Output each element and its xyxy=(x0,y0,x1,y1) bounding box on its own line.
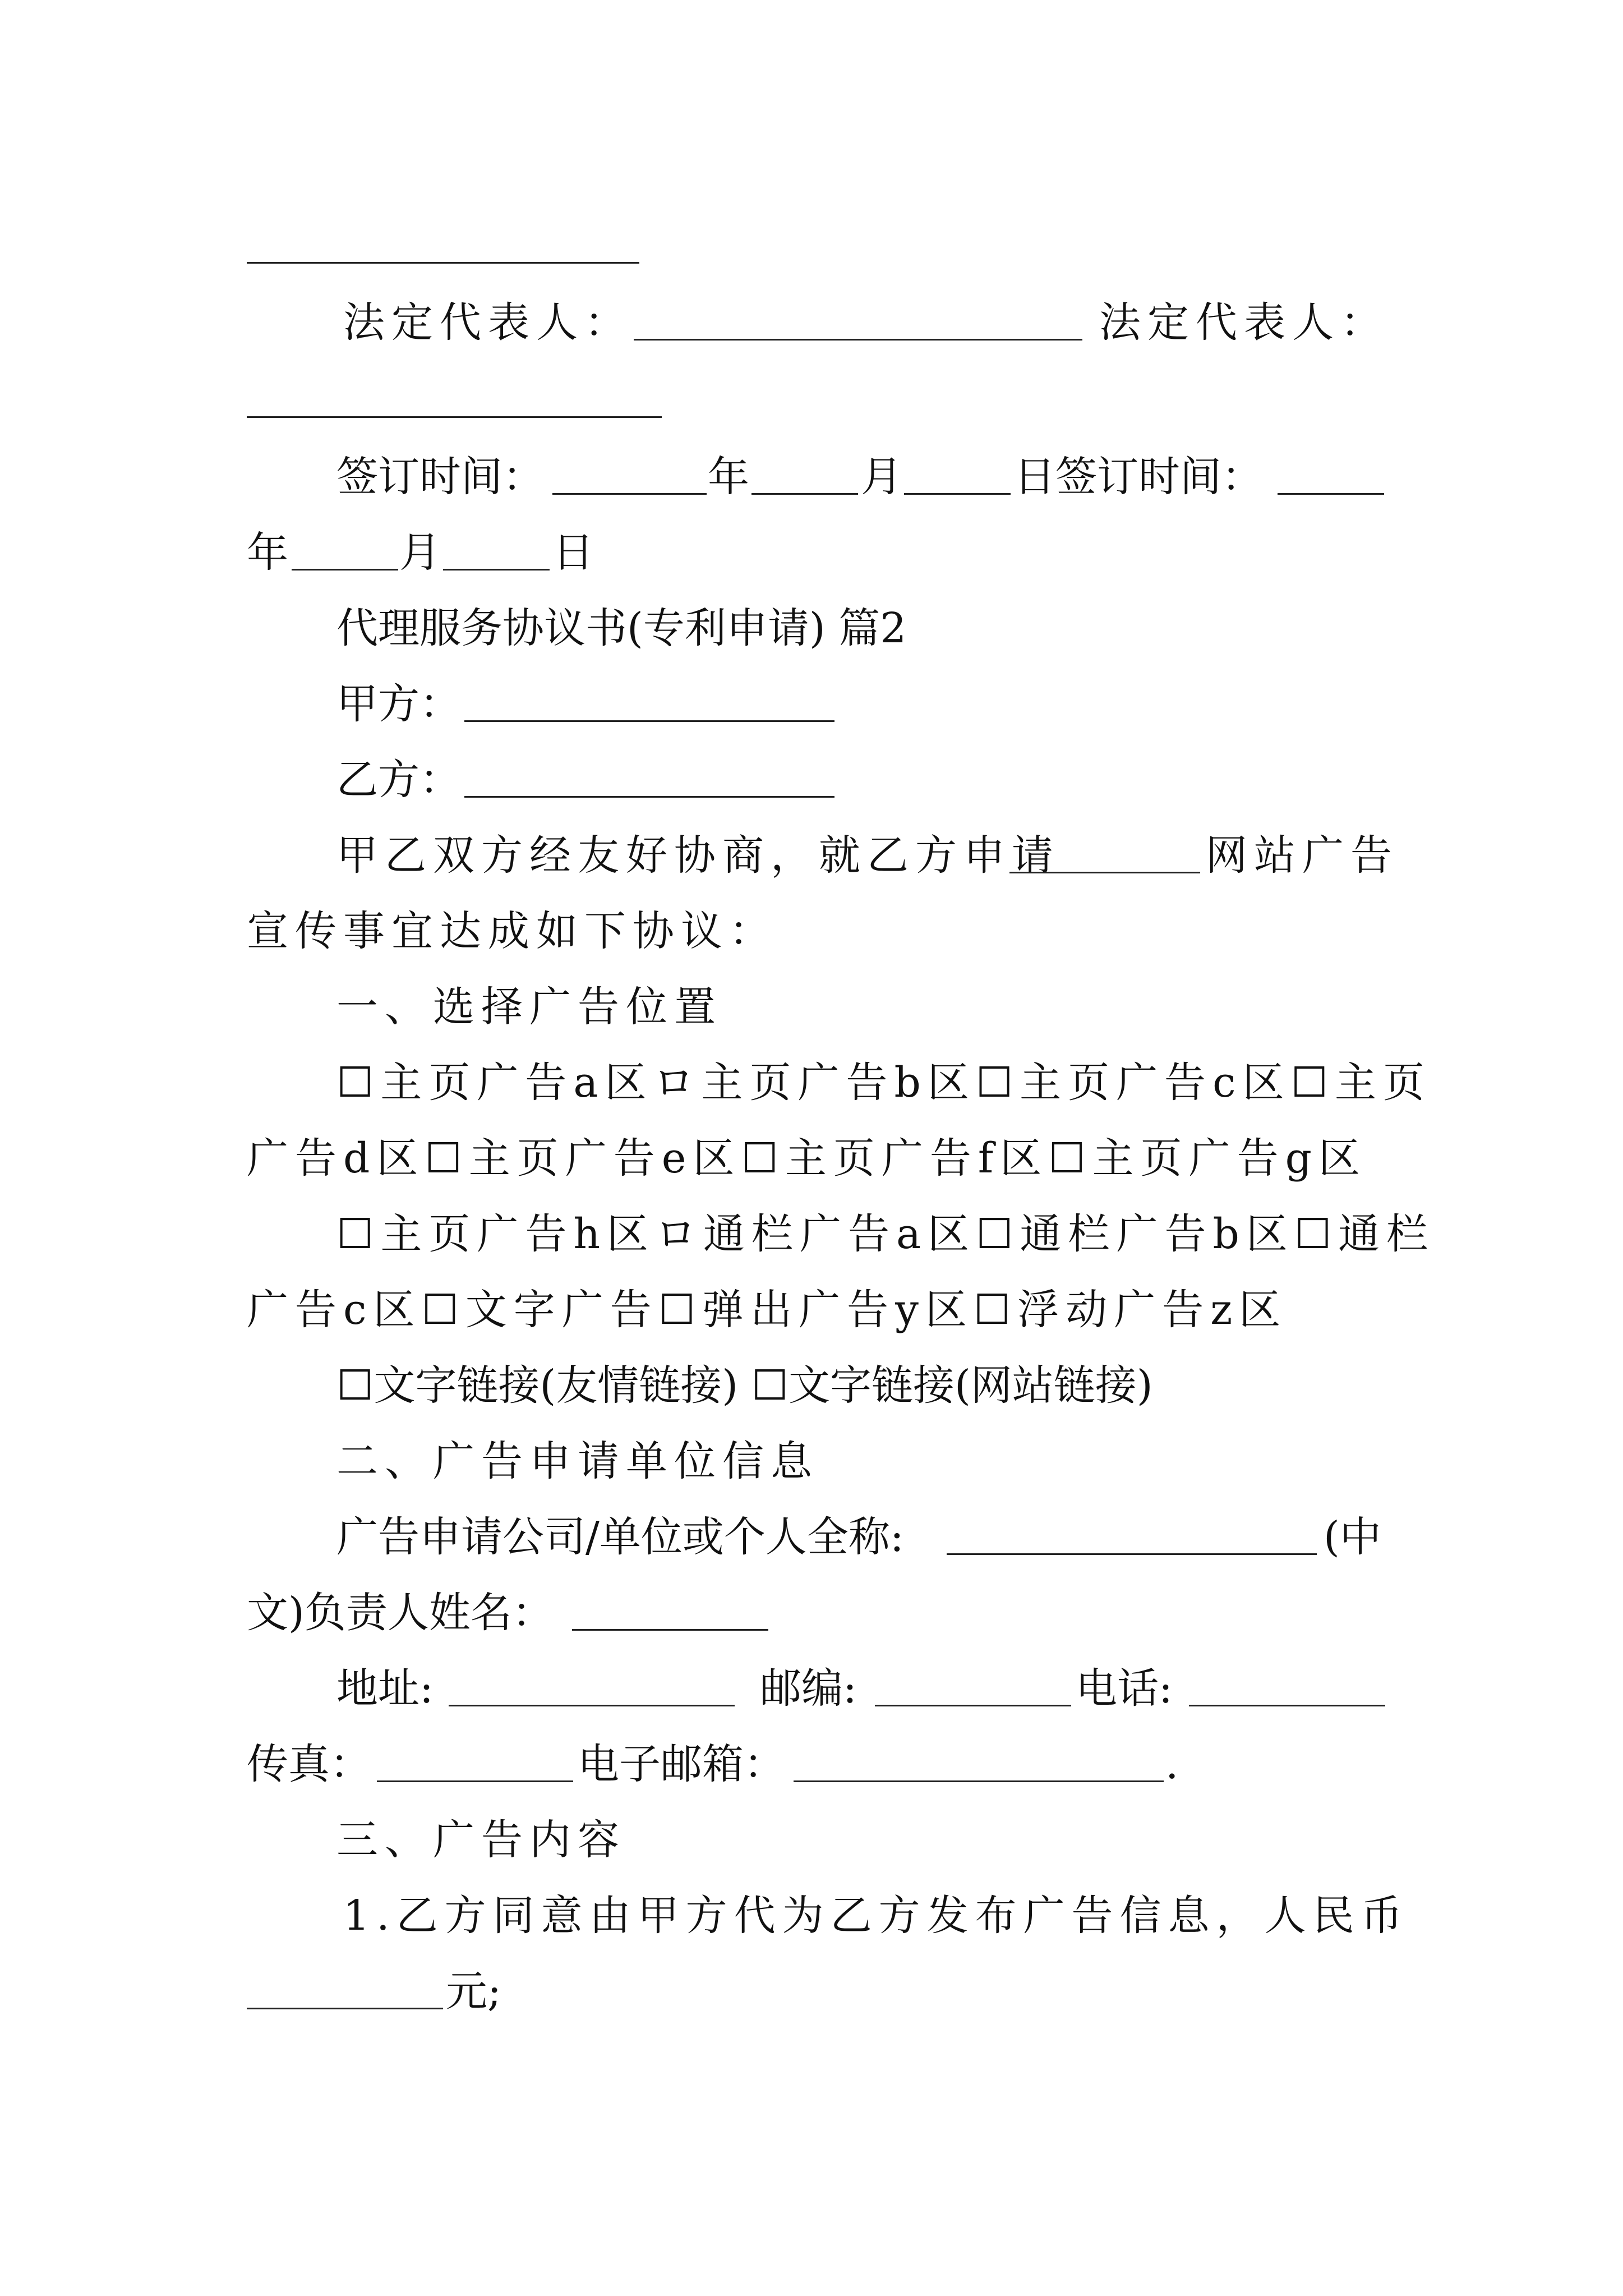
legal-rep-label-b: 法定代表人： xyxy=(1099,298,1389,347)
website-blank[interactable] xyxy=(1009,872,1200,873)
signing-date-line xyxy=(0,446,1623,508)
intro-line-2 xyxy=(0,900,1623,962)
applicant-name-line-2 xyxy=(0,1582,1623,1644)
month-label-a: 月 xyxy=(861,453,902,501)
fax-label: 传真： xyxy=(247,1740,371,1788)
month-blank-b[interactable] xyxy=(292,569,398,570)
party-a-line xyxy=(0,673,1623,735)
party-b-label: 乙方： xyxy=(336,756,461,804)
ad-options-line-3 xyxy=(0,1203,1623,1265)
heading-applicant-info: 二、广告申请单位信息 xyxy=(336,1437,819,1485)
intro-text-b: 网站广告 xyxy=(1206,831,1399,880)
day-blank-b[interactable] xyxy=(443,569,550,570)
heading-ad-position: 一、选择广告位置 xyxy=(336,983,722,1031)
ad-options-line-1 xyxy=(0,1052,1623,1114)
ad-options-text-4[interactable]: 广告c区☐文字广告☐弹出广告y区☐浮动广告z区 xyxy=(247,1286,1288,1334)
year-label-a: 年 xyxy=(708,453,749,501)
month-blank-a[interactable] xyxy=(751,493,858,495)
section-heading-1 xyxy=(0,976,1623,1038)
ad-options-text-1[interactable]: ☐主页广告a区ロ主页广告b区☐主页广告c区☐主页 xyxy=(336,1059,1431,1107)
email-blank[interactable] xyxy=(794,1780,1164,1782)
fax-blank[interactable] xyxy=(377,1780,573,1782)
fax-email-line xyxy=(0,1733,1623,1795)
content-text-1: 1.乙方同意由甲方代为乙方发布广告信息，人民币 xyxy=(343,1892,1409,1940)
ad-options-line-4 xyxy=(0,1279,1623,1341)
postcode-blank[interactable] xyxy=(875,1705,1071,1706)
content-line-2 xyxy=(0,1961,1623,2022)
day-label-b: 日 xyxy=(552,528,594,577)
legal-rep-label-a: 法定代表人： xyxy=(343,298,633,347)
ad-options-text-3[interactable]: ☐主页广告h区ロ通栏广告a区☐通栏广告b区☐通栏 xyxy=(336,1210,1435,1258)
intro-text-a: 甲乙双方经友好协商，就乙方申请 xyxy=(336,831,1060,880)
address-blank[interactable] xyxy=(449,1705,735,1706)
ad-options-text-5[interactable]: ☐文字链接(友情链接) ☐文字链接(网站链接) xyxy=(336,1361,1153,1410)
year-label-b: 年 xyxy=(247,528,288,577)
address-line xyxy=(0,1658,1623,1719)
applicant-name-label: 广告申请公司/单位或个人全称: xyxy=(336,1513,904,1561)
content-text-2: 元; xyxy=(446,1967,501,2016)
intro-line-1 xyxy=(0,825,1623,886)
signing-date-label-a: 签订时间： xyxy=(336,453,544,501)
ad-options-line-2 xyxy=(0,1128,1623,1189)
signing-date-label-b: 日签订时间： xyxy=(1014,453,1263,501)
legal-rep-blank-b[interactable] xyxy=(247,416,662,418)
agreement-title: 代理服务协议书(专利申请) 篇2 xyxy=(336,604,907,652)
phone-label: 电话: xyxy=(1076,1664,1173,1713)
section-title xyxy=(0,597,1623,659)
party-b-blank[interactable] xyxy=(464,796,834,798)
section-heading-3 xyxy=(0,1809,1623,1871)
intro-text-c: 宣传事宜达成如下协议： xyxy=(247,907,777,955)
legal-rep-blank-a[interactable] xyxy=(634,339,1082,341)
applicant-name-line-1 xyxy=(0,1506,1623,1568)
party-a-label: 甲方： xyxy=(336,680,461,728)
year-blank-a[interactable] xyxy=(552,493,707,495)
signing-date-line-2 xyxy=(0,522,1623,583)
content-line-1 xyxy=(0,1885,1623,1947)
amount-blank[interactable] xyxy=(247,2008,443,2009)
month-label-b: 月 xyxy=(399,528,441,577)
year-blank-b[interactable] xyxy=(1278,493,1384,495)
day-blank-a[interactable] xyxy=(904,493,1011,495)
email-end-period: . xyxy=(1165,1740,1179,1788)
ad-options-line-5 xyxy=(0,1355,1623,1416)
responsible-person-label: 文)负责人姓名： xyxy=(247,1589,554,1637)
legal-representative-line xyxy=(0,292,1623,353)
party-b-line xyxy=(0,749,1623,811)
postcode-label: 邮编: xyxy=(760,1664,857,1713)
address-label: 地址: xyxy=(336,1664,434,1713)
heading-ad-content: 三、广告内容 xyxy=(336,1816,626,1864)
applicant-name-suffix: (中 xyxy=(1324,1513,1381,1561)
applicant-name-blank[interactable] xyxy=(947,1553,1317,1555)
section-heading-2 xyxy=(0,1430,1623,1492)
ad-options-text-2[interactable]: 广告d区☐主页广告e区☐主页广告f区☐主页广告g区 xyxy=(247,1134,1367,1182)
phone-blank[interactable] xyxy=(1189,1705,1385,1706)
blank-line xyxy=(247,262,639,264)
responsible-person-blank[interactable] xyxy=(572,1629,768,1631)
party-a-blank[interactable] xyxy=(464,720,834,722)
email-label: 电子邮箱： xyxy=(578,1740,785,1788)
